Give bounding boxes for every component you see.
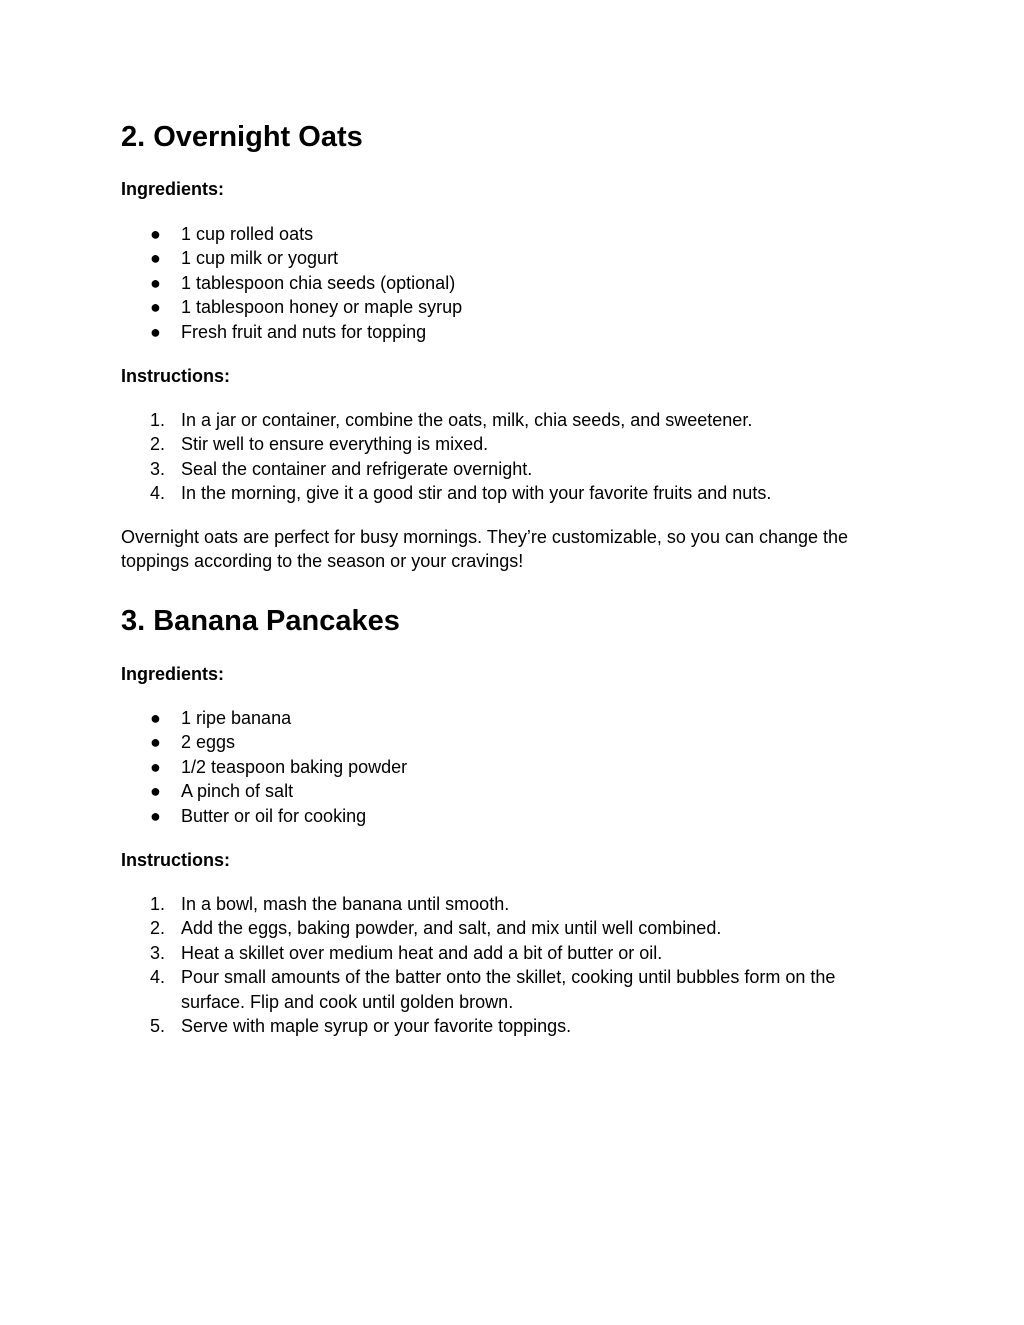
list-item: ● 1 cup rolled oats bbox=[121, 222, 901, 246]
list-item: 1. In a bowl, mash the banana until smooth. bbox=[121, 892, 881, 916]
bullet-icon: ● bbox=[150, 708, 161, 728]
list-item: 5. Serve with maple syrup or your favorite toppings. bbox=[121, 1014, 881, 1038]
step-number: 4. bbox=[150, 967, 166, 988]
ingredients-list bbox=[121, 222, 901, 344]
bullet-icon: ● bbox=[150, 756, 161, 777]
bullet-icon: ● bbox=[150, 297, 161, 318]
list-item: ● Butter or oil for cooking bbox=[121, 804, 901, 828]
list-item: ● 1 cup milk or yogurt bbox=[121, 246, 901, 270]
list-item: 3. Seal the container and refrigerate overnight. bbox=[121, 457, 901, 481]
step-number: 5. bbox=[150, 1016, 166, 1037]
list-item: ● A pinch of salt bbox=[121, 779, 901, 803]
list-item: ● 2 eggs bbox=[121, 730, 901, 754]
bullet-icon: ● bbox=[150, 248, 161, 269]
step-number: 2. bbox=[150, 918, 166, 939]
list-item: ● 1 tablespoon chia seeds (optional) bbox=[121, 271, 901, 295]
section-heading-banana-pancakes: 3. Banana Pancakes bbox=[121, 605, 400, 637]
step-number: 1. bbox=[150, 410, 166, 430]
note-paragraph: Overnight oats are perfect for busy mornings. They’re customizable, so you can change the toppings according to the season or your cravings! bbox=[121, 527, 849, 572]
list-item: 4. Pour small amounts of the batter onto the skillet, cooking until bubbles form on the surface. Flip and cook until golden brown. bbox=[150, 967, 836, 1012]
list-item: 2. Add the eggs, baking powder, and salt, and mix until well combined. bbox=[121, 916, 881, 940]
list-item: ● 1 ripe banana bbox=[121, 706, 901, 730]
list-item: 2. Stir well to ensure everything is mixed. bbox=[121, 432, 901, 456]
step-number: 3. bbox=[150, 942, 166, 963]
bullet-icon: ● bbox=[150, 272, 161, 293]
list-item: 1. In a jar or container, combine the oats, milk, chia seeds, and sweetener. bbox=[121, 408, 901, 432]
list-item: ● 1 tablespoon honey or maple syrup bbox=[121, 295, 901, 319]
step-number: 2. bbox=[150, 434, 166, 455]
bullet-icon: ● bbox=[150, 805, 161, 826]
instructions-label: Instructions: bbox=[121, 850, 231, 870]
ingredients-list bbox=[121, 706, 901, 828]
instructions-list bbox=[121, 408, 901, 506]
bullet-icon: ● bbox=[150, 732, 161, 753]
instructions-list bbox=[121, 892, 881, 1038]
instructions-label: Instructions: bbox=[121, 366, 231, 386]
list-item: ● Fresh fruit and nuts for topping bbox=[121, 320, 901, 344]
bullet-icon: ● bbox=[150, 224, 161, 244]
section-heading-overnight-oats: 2. Overnight Oats bbox=[121, 121, 363, 153]
bullet-icon: ● bbox=[150, 781, 161, 802]
list-item: 4. In the morning, give it a good stir and top with your favorite fruits and nuts. bbox=[121, 481, 901, 505]
bullet-icon: ● bbox=[150, 321, 161, 342]
list-item: 3. Heat a skillet over medium heat and add a bit of butter or oil. bbox=[121, 941, 881, 965]
ingredients-label: Ingredients: bbox=[121, 179, 225, 199]
list-item: ● 1/2 teaspoon baking powder bbox=[121, 755, 901, 779]
step-number: 4. bbox=[150, 483, 166, 504]
step-number: 3. bbox=[150, 458, 166, 479]
ingredients-label: Ingredients: bbox=[121, 664, 225, 684]
step-number: 1. bbox=[150, 894, 166, 914]
